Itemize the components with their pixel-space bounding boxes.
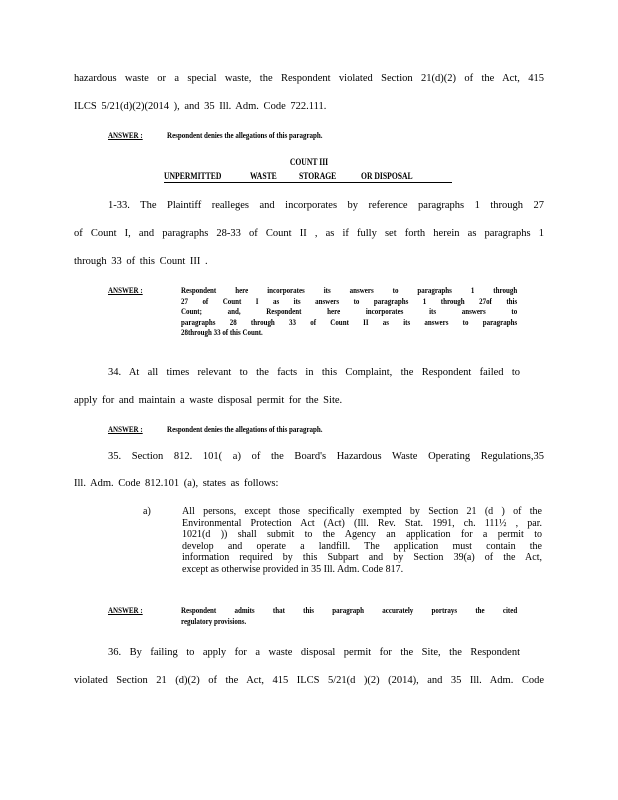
paragraph-line: 34. At all times relevant to the facts in this Complaint, the Respondent failed to — [108, 367, 520, 378]
answer-text: Respondent admits that this paragraph accurately portrays the cited — [181, 605, 518, 615]
count-heading-word: WASTE — [249, 171, 277, 181]
answer-text: Count; and, Respondent here incorporates its answers to — [181, 306, 518, 316]
count-heading — [164, 171, 452, 183]
answer-label-line — [108, 605, 167, 616]
answer-text: Respondent denies the allegations of this paragraph. — [167, 130, 323, 140]
paragraph-line: Ill. Adm. Code 812.101 (a), states as follows: — [74, 478, 279, 489]
answer-text: 27 of Count I as its answers to paragraphs 1 through 27of this — [181, 295, 518, 306]
paragraph-line: 1-33. The Plaintiff realleges and incorporates by reference paragraphs 1 through 27 — [108, 200, 544, 211]
regulation-quote — [182, 506, 542, 576]
quote-label: a) — [143, 506, 151, 517]
answer-label: ANSWER : — [108, 424, 143, 434]
paragraph-line: hazardous waste or a special waste, the Respondent violated Section 21(d)(2) of the Act, 415 — [74, 73, 544, 84]
paragraph-line: violated Section 21 (d)(2) of the Act, 415 ILCS 5/21(d )(2) (2014), and 35 Ill. Adm. Code — [74, 675, 544, 686]
answer-text: 28through 33 of this Count. — [181, 327, 263, 337]
answer-label-line — [108, 285, 167, 296]
count-heading-word: STORAGE — [299, 171, 337, 181]
answer-line — [108, 424, 323, 435]
quote-line: Environmental Protection Act (Act) (Ill. Rev. Stat. 1991, ch. 111½ , par. — [182, 517, 542, 529]
answer-block — [181, 605, 517, 626]
answer-block — [181, 285, 517, 338]
quote-line: 1021(d )) shall submit to the Agency an application for a permit to — [182, 529, 542, 541]
answer-label: ANSWER : — [108, 605, 143, 615]
count-title: COUNT III — [289, 157, 329, 167]
paragraph-line: ILCS 5/21(d)(2)(2014 ), and 35 Ill. Adm. Code 722.111. — [74, 101, 327, 112]
quote-line: develop and operate a landfill. The application must contain the — [182, 540, 542, 552]
answer-text: regulatory provisions. — [181, 615, 247, 626]
answer-text: paragraphs 28 through 33 of Count II as its answers to paragraphs — [181, 316, 518, 327]
count-heading-word: OR DISPOSAL — [361, 171, 413, 181]
paragraph-line: of Count I, and paragraphs 28-33 of Count II , as if fully set forth herein as paragraphs 1 — [74, 228, 544, 239]
paragraph-line: 35. Section 812. 101( a) of the Board's Hazardous Waste Operating Regulations,35 — [108, 451, 544, 462]
paragraph-line: through 33 of this Count III . — [74, 256, 208, 267]
answer-line — [108, 130, 323, 141]
answer-label: ANSWER : — [108, 285, 143, 295]
quote-line: All persons, except those specifically exempted by Section 21 (d ) of the — [182, 506, 542, 517]
count-heading-word: UNPERMITTED — [164, 171, 222, 181]
answer-text: Respondent here incorporates its answers to paragraphs 1 through — [181, 285, 518, 295]
answer-label: ANSWER : — [108, 130, 143, 140]
paragraph-line: apply for and maintain a waste disposal permit for the Site. — [74, 395, 343, 406]
quote-line: except as otherwise provided in 35 Ill. Adm. Code 817. — [182, 563, 404, 575]
paragraph-line: 36. By failing to apply for a waste disposal permit for the Site, the Respondent — [108, 647, 520, 658]
quote-line: information required by this Subpart and by Section 39(a) of the Act, — [182, 552, 542, 564]
answer-text: Respondent denies the allegations of this paragraph. — [167, 424, 323, 434]
